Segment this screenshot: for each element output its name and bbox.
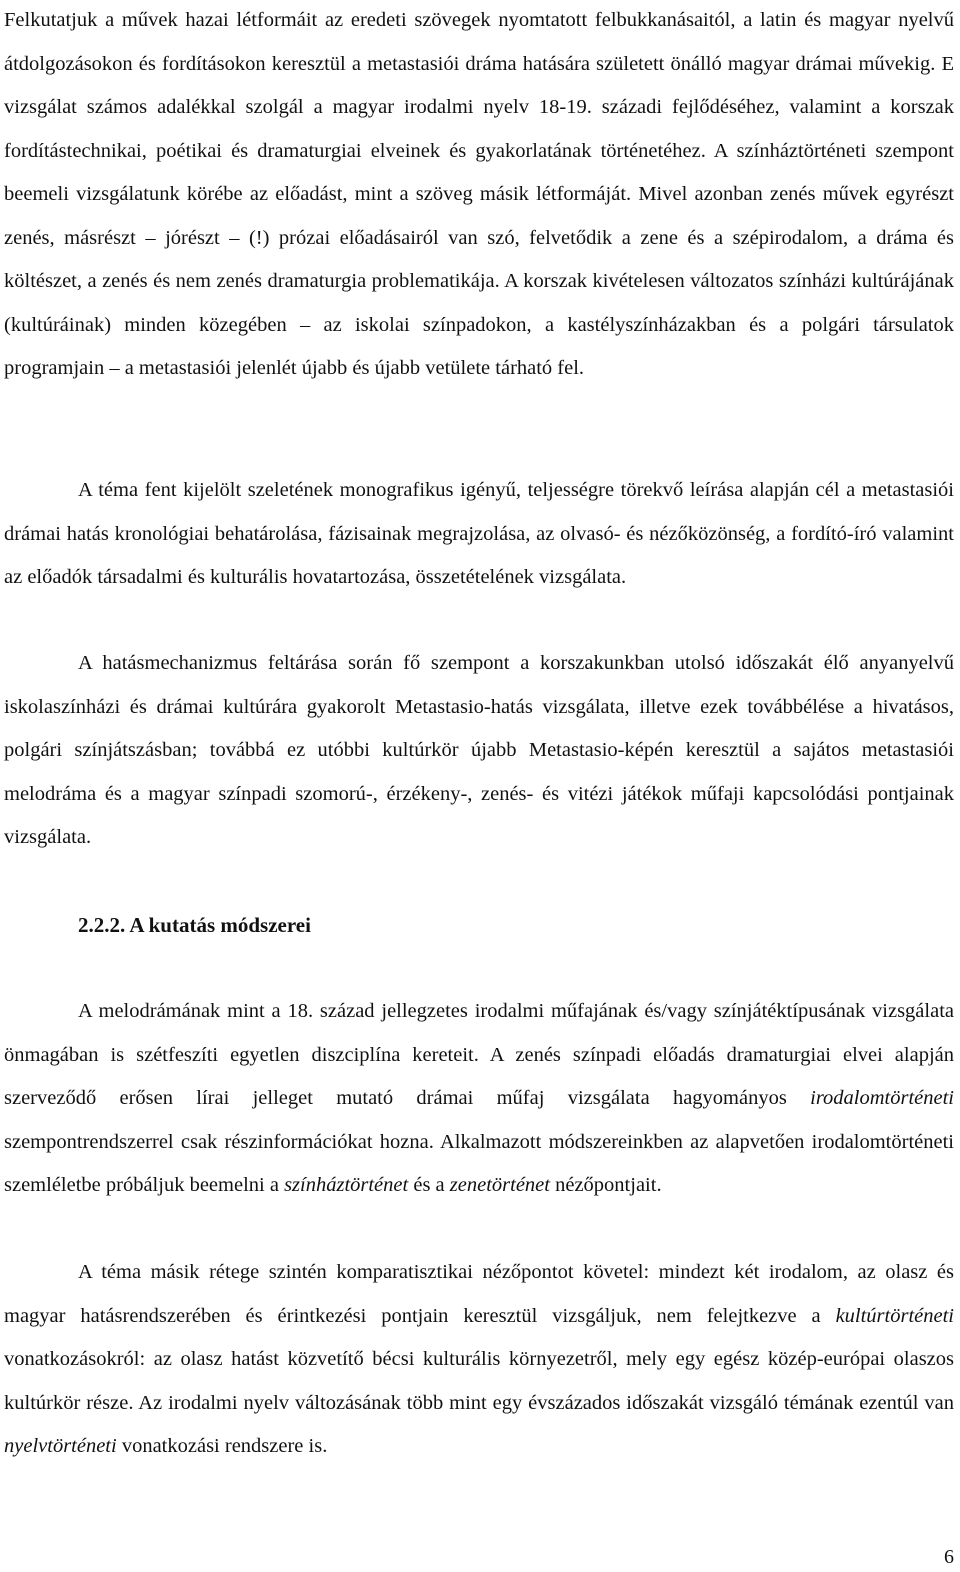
paragraph-5-text-3: vonatkozási rendszere is. xyxy=(116,1435,328,1457)
paragraph-4-text-4: nézőpontjait. xyxy=(549,1174,662,1196)
paragraph-5-emphasis-1: kultúrtörténeti xyxy=(835,1304,954,1327)
paragraph-1: Felkutatjuk a művek hazai létformáit az eredeti szövegek nyomtatott felbukkanásaitól, a latin és magyar nyelvű átdolgozásokon és fordításokon keresztül a metastasiói dráma hatására született önálló magyar drámai művekig. E vizsgálat számos adalékkal szolgál a magyar irodalmi nyelv 18-19. századi fejlődéséhez, valamint a korszak fordítástechnikai, poétikai és dramaturgiai elveinek és gyakorlatának történetéhez. A színháztörténeti szempont beemeli vizsgálatunk körébe az előadást, mint a szöveg másik létformáját. Mivel azonban zenés művek egyrészt zenés, másrészt – jórészt – (!) prózai előadásairól van szó, felvetődik a zene és a szépirodalom, a dráma és költészet, a zenés és nem zenés dramaturgia problematikája. A korszak kivételesen változatos színházi kultúrájának (kultúráinak) minden közegében – az iskolai színpadokon, a kastélyszínházakban és a polgári társulatok programjain – a metastasiói jelenlét újabb és újabb vetülete tárható fel. xyxy=(4,9,954,379)
paragraph-4-emphasis-2: színháztörténet xyxy=(284,1174,409,1196)
paragraph-3: A hatásmechanizmus feltárása során fő szempont a korszakunkban utolsó időszakát élő anyanyelvű iskolaszínházi és drámai kultúrára gyakorolt Metastasio-hatás vizsgálata, illetve ezek továbbélése a hivatásos, polgári színjátszásban; továbbá ez utóbbi kultúrkör újabb Metastasio-képén keresztül a sajátos metastasiói melodráma és a magyar színpadi szomorú-, érzékeny-, zenés- és vitézi játékok műfaji kapcsolódási pontjainak vizsgálata. xyxy=(4,652,954,848)
paragraph-4-text-3: és a xyxy=(408,1174,450,1196)
paragraph-4-emphasis-1: irodalomtörténeti xyxy=(810,1087,954,1109)
paragraph-5-text-1: A téma másik rétege szintén komparatisztikai nézőpontot követel: mindezt két irodalom, az olasz és magyar hatásrendszerében és érintkezési pontjain keresztül vizsgáljuk, nem felejtkezve a xyxy=(4,1261,954,1327)
paragraph-4-text-1: A melodrámának mint a 18. század jellegzetes irodalmi műfajának és/vagy színjátéktípusának vizsgálata önmagában is szétfeszíti egyetlen diszciplína kereteit. A zenés színpadi előadás dramaturgiai elvei alapján szerveződő erősen lírai jelleget mutató drámai műfaj vizsgálata hagyományos xyxy=(4,1000,954,1109)
paragraph-4 xyxy=(4,990,954,1208)
paragraph-5-text-2: vonatkozásokról: az olasz hatást közvetítő bécsi kulturális környezetről, mely egy egész közép-európai olaszos kultúrkör része. Az irodalmi nyelv változásának több mint egy évszázados időszakát vizsgáló témának ezentúl van xyxy=(4,1348,954,1414)
paragraph-4-emphasis-3: zenetörténet xyxy=(449,1174,550,1196)
paragraph-5 xyxy=(4,1251,954,1469)
paragraph-5-emphasis-2: nyelvtörténeti xyxy=(4,1435,117,1457)
page-number: 6 xyxy=(944,1546,954,1568)
paragraph-4-text-2: szempontrendszerrel csak részinformációkat hozna. Alkalmazott módszereinkben az alapvetően irodalomtörténeti szemléletbe próbáljuk beemelni a xyxy=(4,1130,954,1196)
section-heading: 2.2.2. A kutatás módszerei xyxy=(78,913,311,937)
paragraph-2: A téma fent kijelölt szeletének monografikus igényű, teljességre törekvő leírása alapján cél a metastasiói drámai hatás kronológiai behatárolása, fázisainak megrajzolása, az olvasó- és nézőközönség, a fordító-író valamint az előadók társadalmi és kulturális hovatartozása, összetételének vizsgálata. xyxy=(4,479,954,588)
